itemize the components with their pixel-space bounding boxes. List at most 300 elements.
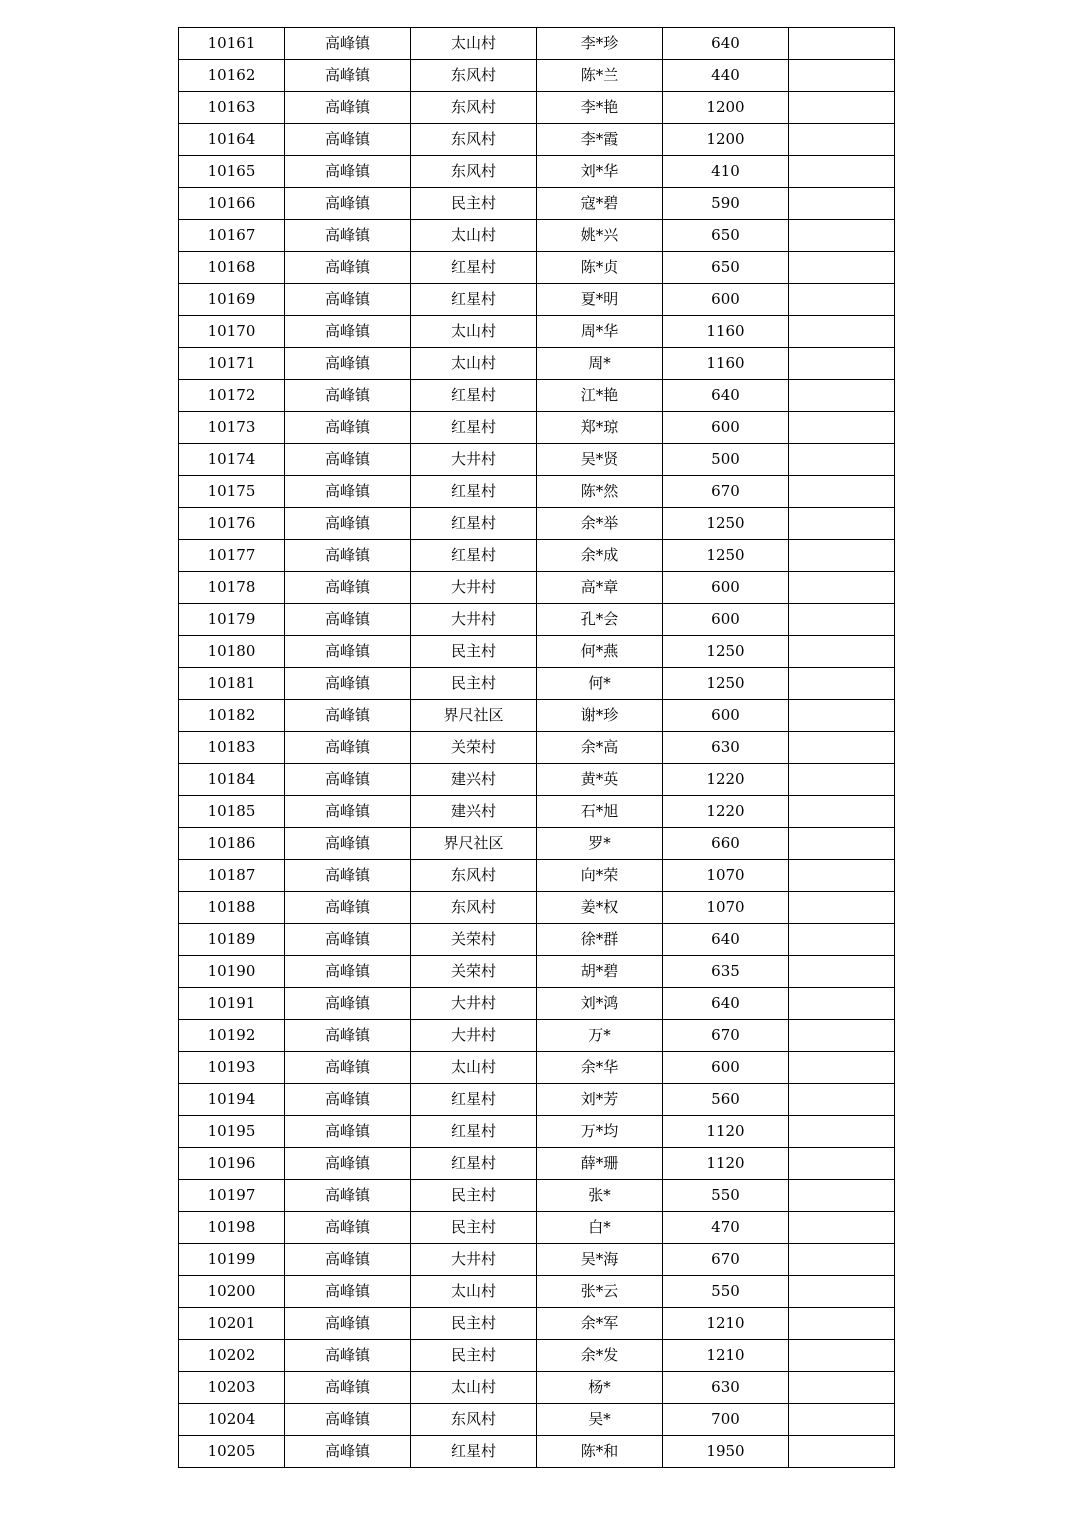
record-id-cell: 10178	[179, 572, 285, 604]
amount-cell: 500	[663, 444, 789, 476]
table-row	[179, 1340, 895, 1372]
note-cell	[789, 348, 895, 380]
town-cell: 高峰镇	[285, 188, 411, 220]
town-cell: 高峰镇	[285, 668, 411, 700]
table-row	[179, 572, 895, 604]
note-cell	[789, 668, 895, 700]
name-cell: 黄*英	[537, 764, 663, 796]
table-row	[179, 284, 895, 316]
village-cell: 民主村	[411, 1308, 537, 1340]
table-row	[179, 1052, 895, 1084]
record-id-cell: 10190	[179, 956, 285, 988]
town-cell: 高峰镇	[285, 860, 411, 892]
record-id-cell: 10176	[179, 508, 285, 540]
table-row	[179, 156, 895, 188]
amount-cell: 1250	[663, 508, 789, 540]
village-cell: 红星村	[411, 380, 537, 412]
name-cell: 陈*和	[537, 1436, 663, 1468]
name-cell: 李*艳	[537, 92, 663, 124]
amount-cell: 630	[663, 732, 789, 764]
village-cell: 东风村	[411, 92, 537, 124]
village-cell: 太山村	[411, 1276, 537, 1308]
table-row	[179, 28, 895, 60]
record-id-cell: 10182	[179, 700, 285, 732]
table-row	[179, 924, 895, 956]
record-id-cell: 10170	[179, 316, 285, 348]
town-cell: 高峰镇	[285, 1372, 411, 1404]
town-cell: 高峰镇	[285, 892, 411, 924]
name-cell: 余*举	[537, 508, 663, 540]
record-id-cell: 10163	[179, 92, 285, 124]
records-table	[178, 27, 895, 1468]
village-cell: 红星村	[411, 1436, 537, 1468]
record-id-cell: 10197	[179, 1180, 285, 1212]
note-cell	[789, 1020, 895, 1052]
record-id-cell: 10184	[179, 764, 285, 796]
record-id-cell: 10174	[179, 444, 285, 476]
name-cell: 胡*碧	[537, 956, 663, 988]
village-cell: 红星村	[411, 1084, 537, 1116]
table-row	[179, 1436, 895, 1468]
town-cell: 高峰镇	[285, 156, 411, 188]
amount-cell: 640	[663, 28, 789, 60]
table-row	[179, 1404, 895, 1436]
note-cell	[789, 892, 895, 924]
town-cell: 高峰镇	[285, 476, 411, 508]
note-cell	[789, 220, 895, 252]
village-cell: 太山村	[411, 1052, 537, 1084]
village-cell: 民主村	[411, 188, 537, 220]
amount-cell: 440	[663, 60, 789, 92]
table-row	[179, 796, 895, 828]
name-cell: 刘*芳	[537, 1084, 663, 1116]
amount-cell: 700	[663, 1404, 789, 1436]
note-cell	[789, 1052, 895, 1084]
amount-cell: 560	[663, 1084, 789, 1116]
record-id-cell: 10189	[179, 924, 285, 956]
town-cell: 高峰镇	[285, 1020, 411, 1052]
village-cell: 大井村	[411, 604, 537, 636]
name-cell: 吴*海	[537, 1244, 663, 1276]
name-cell: 谢*珍	[537, 700, 663, 732]
table-row	[179, 508, 895, 540]
village-cell: 东风村	[411, 60, 537, 92]
name-cell: 刘*鸿	[537, 988, 663, 1020]
village-cell: 界尺社区	[411, 700, 537, 732]
town-cell: 高峰镇	[285, 1148, 411, 1180]
record-id-cell: 10196	[179, 1148, 285, 1180]
name-cell: 孔*会	[537, 604, 663, 636]
record-id-cell: 10165	[179, 156, 285, 188]
amount-cell: 660	[663, 828, 789, 860]
amount-cell: 1220	[663, 764, 789, 796]
name-cell: 吴*贤	[537, 444, 663, 476]
name-cell: 高*章	[537, 572, 663, 604]
note-cell	[789, 380, 895, 412]
record-id-cell: 10181	[179, 668, 285, 700]
table-row	[179, 956, 895, 988]
table-row	[179, 1276, 895, 1308]
note-cell	[789, 1340, 895, 1372]
village-cell: 建兴村	[411, 764, 537, 796]
town-cell: 高峰镇	[285, 1212, 411, 1244]
town-cell: 高峰镇	[285, 1180, 411, 1212]
record-id-cell: 10169	[179, 284, 285, 316]
note-cell	[789, 412, 895, 444]
note-cell	[789, 956, 895, 988]
village-cell: 关荣村	[411, 924, 537, 956]
table-row	[179, 348, 895, 380]
town-cell: 高峰镇	[285, 988, 411, 1020]
amount-cell: 410	[663, 156, 789, 188]
town-cell: 高峰镇	[285, 1052, 411, 1084]
amount-cell: 1200	[663, 124, 789, 156]
village-cell: 红星村	[411, 508, 537, 540]
village-cell: 大井村	[411, 988, 537, 1020]
name-cell: 白*	[537, 1212, 663, 1244]
name-cell: 余*发	[537, 1340, 663, 1372]
amount-cell: 600	[663, 700, 789, 732]
amount-cell: 640	[663, 380, 789, 412]
amount-cell: 600	[663, 604, 789, 636]
record-id-cell: 10175	[179, 476, 285, 508]
amount-cell: 590	[663, 188, 789, 220]
village-cell: 红星村	[411, 1148, 537, 1180]
record-id-cell: 10166	[179, 188, 285, 220]
note-cell	[789, 732, 895, 764]
record-id-cell: 10199	[179, 1244, 285, 1276]
amount-cell: 1160	[663, 348, 789, 380]
name-cell: 向*荣	[537, 860, 663, 892]
town-cell: 高峰镇	[285, 1436, 411, 1468]
town-cell: 高峰镇	[285, 316, 411, 348]
amount-cell: 670	[663, 476, 789, 508]
note-cell	[789, 1436, 895, 1468]
table-row	[179, 1308, 895, 1340]
village-cell: 大井村	[411, 1244, 537, 1276]
record-id-cell: 10172	[179, 380, 285, 412]
village-cell: 民主村	[411, 1212, 537, 1244]
name-cell: 何*	[537, 668, 663, 700]
table-row	[179, 1180, 895, 1212]
amount-cell: 1950	[663, 1436, 789, 1468]
note-cell	[789, 252, 895, 284]
town-cell: 高峰镇	[285, 124, 411, 156]
town-cell: 高峰镇	[285, 924, 411, 956]
record-id-cell: 10193	[179, 1052, 285, 1084]
record-id-cell: 10202	[179, 1340, 285, 1372]
table-row	[179, 860, 895, 892]
note-cell	[789, 188, 895, 220]
record-id-cell: 10168	[179, 252, 285, 284]
amount-cell: 635	[663, 956, 789, 988]
name-cell: 郑*琼	[537, 412, 663, 444]
town-cell: 高峰镇	[285, 28, 411, 60]
town-cell: 高峰镇	[285, 636, 411, 668]
name-cell: 姜*权	[537, 892, 663, 924]
name-cell: 杨*	[537, 1372, 663, 1404]
record-id-cell: 10200	[179, 1276, 285, 1308]
note-cell	[789, 700, 895, 732]
note-cell	[789, 1148, 895, 1180]
town-cell: 高峰镇	[285, 252, 411, 284]
note-cell	[789, 604, 895, 636]
amount-cell: 650	[663, 220, 789, 252]
note-cell	[789, 828, 895, 860]
note-cell	[789, 1404, 895, 1436]
records-table-body	[179, 28, 895, 1468]
note-cell	[789, 476, 895, 508]
record-id-cell: 10204	[179, 1404, 285, 1436]
amount-cell: 600	[663, 1052, 789, 1084]
record-id-cell: 10164	[179, 124, 285, 156]
record-id-cell: 10203	[179, 1372, 285, 1404]
amount-cell: 600	[663, 412, 789, 444]
village-cell: 红星村	[411, 476, 537, 508]
amount-cell: 1210	[663, 1340, 789, 1372]
name-cell: 寇*碧	[537, 188, 663, 220]
note-cell	[789, 1244, 895, 1276]
record-id-cell: 10162	[179, 60, 285, 92]
town-cell: 高峰镇	[285, 572, 411, 604]
note-cell	[789, 540, 895, 572]
record-id-cell: 10171	[179, 348, 285, 380]
table-row	[179, 220, 895, 252]
name-cell: 李*珍	[537, 28, 663, 60]
table-row	[179, 188, 895, 220]
table-row	[179, 700, 895, 732]
note-cell	[789, 860, 895, 892]
village-cell: 太山村	[411, 316, 537, 348]
note-cell	[789, 316, 895, 348]
record-id-cell: 10167	[179, 220, 285, 252]
table-row	[179, 1212, 895, 1244]
note-cell	[789, 796, 895, 828]
record-id-cell: 10185	[179, 796, 285, 828]
village-cell: 大井村	[411, 1020, 537, 1052]
village-cell: 红星村	[411, 252, 537, 284]
note-cell	[789, 60, 895, 92]
name-cell: 姚*兴	[537, 220, 663, 252]
table-row	[179, 1148, 895, 1180]
table-row	[179, 1244, 895, 1276]
village-cell: 红星村	[411, 540, 537, 572]
village-cell: 民主村	[411, 636, 537, 668]
town-cell: 高峰镇	[285, 60, 411, 92]
record-id-cell: 10183	[179, 732, 285, 764]
name-cell: 周*华	[537, 316, 663, 348]
town-cell: 高峰镇	[285, 1116, 411, 1148]
town-cell: 高峰镇	[285, 380, 411, 412]
town-cell: 高峰镇	[285, 284, 411, 316]
town-cell: 高峰镇	[285, 764, 411, 796]
town-cell: 高峰镇	[285, 444, 411, 476]
note-cell	[789, 156, 895, 188]
amount-cell: 1200	[663, 92, 789, 124]
amount-cell: 1250	[663, 636, 789, 668]
village-cell: 民主村	[411, 1340, 537, 1372]
name-cell: 余*华	[537, 1052, 663, 1084]
record-id-cell: 10186	[179, 828, 285, 860]
town-cell: 高峰镇	[285, 828, 411, 860]
village-cell: 大井村	[411, 444, 537, 476]
village-cell: 东风村	[411, 860, 537, 892]
village-cell: 建兴村	[411, 796, 537, 828]
town-cell: 高峰镇	[285, 220, 411, 252]
amount-cell: 630	[663, 1372, 789, 1404]
name-cell: 何*燕	[537, 636, 663, 668]
note-cell	[789, 124, 895, 156]
record-id-cell: 10187	[179, 860, 285, 892]
table-row	[179, 1372, 895, 1404]
name-cell: 徐*群	[537, 924, 663, 956]
village-cell: 红星村	[411, 1116, 537, 1148]
name-cell: 余*高	[537, 732, 663, 764]
record-id-cell: 10188	[179, 892, 285, 924]
table-row	[179, 92, 895, 124]
name-cell: 陈*贞	[537, 252, 663, 284]
name-cell: 余*成	[537, 540, 663, 572]
amount-cell: 670	[663, 1020, 789, 1052]
name-cell: 陈*然	[537, 476, 663, 508]
name-cell: 张*云	[537, 1276, 663, 1308]
note-cell	[789, 924, 895, 956]
table-row	[179, 1084, 895, 1116]
amount-cell: 670	[663, 1244, 789, 1276]
amount-cell: 1160	[663, 316, 789, 348]
town-cell: 高峰镇	[285, 1404, 411, 1436]
record-id-cell: 10192	[179, 1020, 285, 1052]
note-cell	[789, 1084, 895, 1116]
table-row	[179, 636, 895, 668]
village-cell: 太山村	[411, 348, 537, 380]
table-row	[179, 316, 895, 348]
amount-cell: 1250	[663, 668, 789, 700]
village-cell: 太山村	[411, 1372, 537, 1404]
amount-cell: 1250	[663, 540, 789, 572]
table-row	[179, 764, 895, 796]
table-row	[179, 604, 895, 636]
town-cell: 高峰镇	[285, 540, 411, 572]
town-cell: 高峰镇	[285, 92, 411, 124]
amount-cell: 1070	[663, 860, 789, 892]
note-cell	[789, 1276, 895, 1308]
name-cell: 刘*华	[537, 156, 663, 188]
record-id-cell: 10177	[179, 540, 285, 572]
town-cell: 高峰镇	[285, 508, 411, 540]
table-row	[179, 252, 895, 284]
name-cell: 张*	[537, 1180, 663, 1212]
note-cell	[789, 284, 895, 316]
village-cell: 民主村	[411, 1180, 537, 1212]
record-id-cell: 10201	[179, 1308, 285, 1340]
town-cell: 高峰镇	[285, 700, 411, 732]
note-cell	[789, 1308, 895, 1340]
village-cell: 关荣村	[411, 732, 537, 764]
village-cell: 东风村	[411, 892, 537, 924]
record-id-cell: 10180	[179, 636, 285, 668]
note-cell	[789, 572, 895, 604]
town-cell: 高峰镇	[285, 1340, 411, 1372]
record-id-cell: 10198	[179, 1212, 285, 1244]
record-id-cell: 10179	[179, 604, 285, 636]
note-cell	[789, 92, 895, 124]
town-cell: 高峰镇	[285, 1244, 411, 1276]
name-cell: 石*旭	[537, 796, 663, 828]
note-cell	[789, 1180, 895, 1212]
table-row	[179, 60, 895, 92]
table-row	[179, 412, 895, 444]
table-row	[179, 892, 895, 924]
note-cell	[789, 1212, 895, 1244]
table-row	[179, 1020, 895, 1052]
table-row	[179, 732, 895, 764]
village-cell: 东风村	[411, 1404, 537, 1436]
town-cell: 高峰镇	[285, 1308, 411, 1340]
amount-cell: 550	[663, 1180, 789, 1212]
record-id-cell: 10173	[179, 412, 285, 444]
amount-cell: 1210	[663, 1308, 789, 1340]
village-cell: 关荣村	[411, 956, 537, 988]
amount-cell: 1120	[663, 1148, 789, 1180]
table-row	[179, 444, 895, 476]
note-cell	[789, 508, 895, 540]
record-id-cell: 10161	[179, 28, 285, 60]
amount-cell: 600	[663, 284, 789, 316]
table-row	[179, 124, 895, 156]
amount-cell: 550	[663, 1276, 789, 1308]
note-cell	[789, 988, 895, 1020]
table-row	[179, 1116, 895, 1148]
name-cell: 陈*兰	[537, 60, 663, 92]
amount-cell: 650	[663, 252, 789, 284]
town-cell: 高峰镇	[285, 348, 411, 380]
note-cell	[789, 636, 895, 668]
table-row	[179, 540, 895, 572]
town-cell: 高峰镇	[285, 1084, 411, 1116]
note-cell	[789, 1116, 895, 1148]
village-cell: 太山村	[411, 220, 537, 252]
name-cell: 李*霞	[537, 124, 663, 156]
town-cell: 高峰镇	[285, 956, 411, 988]
name-cell: 周*	[537, 348, 663, 380]
town-cell: 高峰镇	[285, 1276, 411, 1308]
village-cell: 红星村	[411, 412, 537, 444]
village-cell: 大井村	[411, 572, 537, 604]
name-cell: 罗*	[537, 828, 663, 860]
note-cell	[789, 444, 895, 476]
village-cell: 东风村	[411, 124, 537, 156]
table-row	[179, 380, 895, 412]
village-cell: 界尺社区	[411, 828, 537, 860]
record-id-cell: 10194	[179, 1084, 285, 1116]
note-cell	[789, 1372, 895, 1404]
name-cell: 余*军	[537, 1308, 663, 1340]
record-id-cell: 10191	[179, 988, 285, 1020]
name-cell: 万*	[537, 1020, 663, 1052]
name-cell: 江*艳	[537, 380, 663, 412]
amount-cell: 470	[663, 1212, 789, 1244]
note-cell	[789, 764, 895, 796]
village-cell: 红星村	[411, 284, 537, 316]
amount-cell: 640	[663, 924, 789, 956]
town-cell: 高峰镇	[285, 796, 411, 828]
village-cell: 民主村	[411, 668, 537, 700]
document-sheet	[178, 27, 894, 1468]
table-row	[179, 668, 895, 700]
amount-cell: 1220	[663, 796, 789, 828]
amount-cell: 1070	[663, 892, 789, 924]
